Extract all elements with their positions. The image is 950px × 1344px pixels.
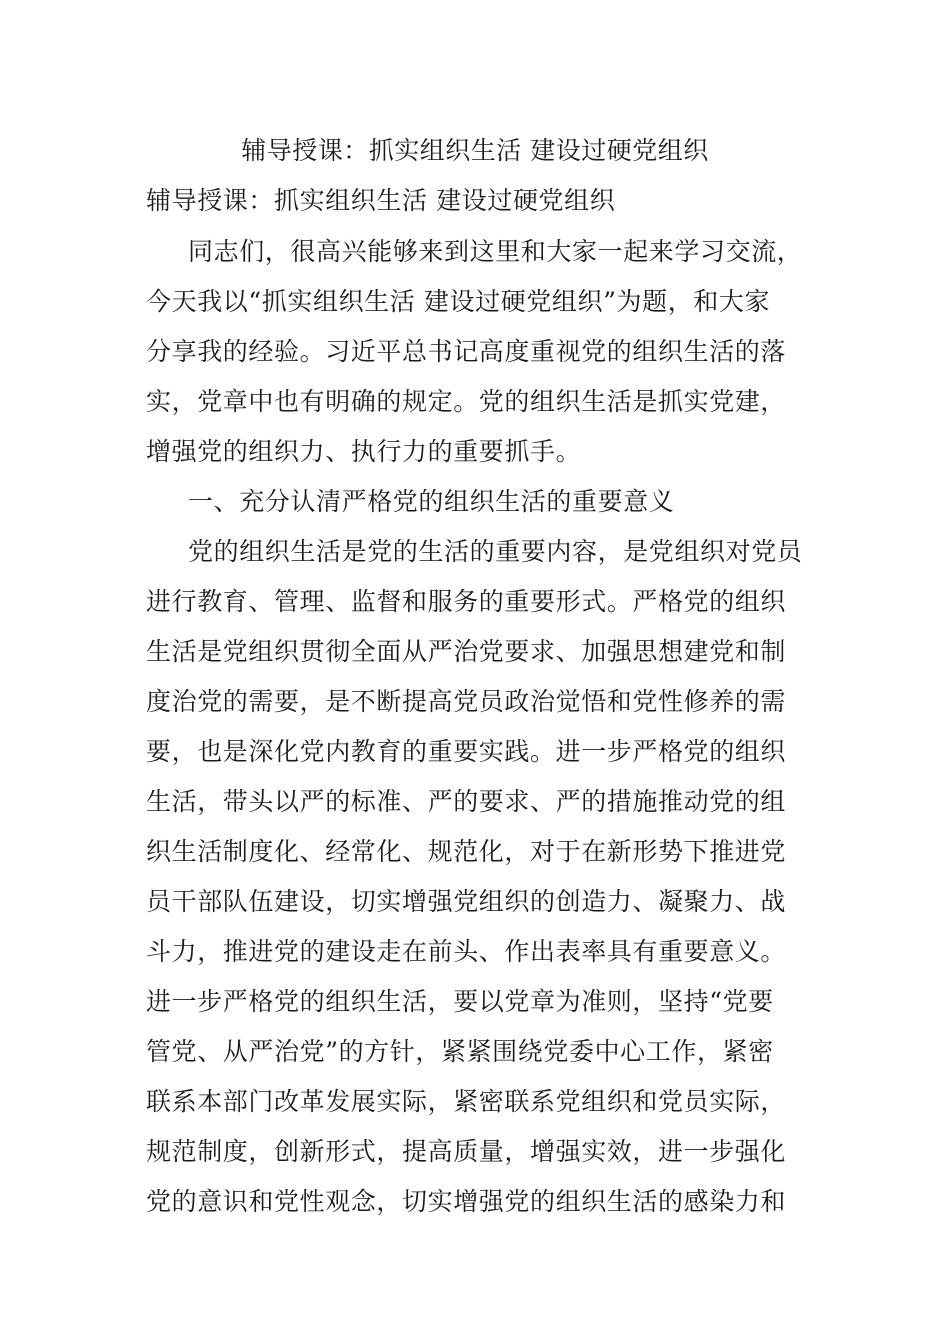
- paragraph-line: 斗力，推进党的建设走在前头、作出表率具有重要意义。: [146, 937, 787, 966]
- paragraph-line: 今天我以“抓实组织生活 建设过硬党组织”为题，和大家: [146, 287, 771, 316]
- document-subtitle: 辅导授课：抓实组织生活 建设过硬党组织: [146, 186, 616, 215]
- document-title: 辅导授课：抓实组织生活 建设过硬党组织: [241, 136, 709, 165]
- paragraph-line: 分享我的经验。习近平总书记高度重视党的组织生活的落: [146, 337, 787, 366]
- paragraph-line: 要，也是深化党内教育的重要实践。进一步严格党的组织: [146, 737, 787, 766]
- paragraph-line: 规范制度，创新形式，提高质量，增强实效，进一步强化: [146, 1137, 787, 1166]
- paragraph-line: 员干部队伍建设，切实增强党组织的创造力、凝聚力、战: [146, 887, 787, 916]
- paragraph-line: 实，党章中也有明确的规定。党的组织生活是抓实党建，: [146, 387, 787, 416]
- paragraph-line: 生活是党组织贯彻全面从严治党要求、加强思想建党和制: [146, 637, 787, 666]
- paragraph-line: 管党、从严治党”的方针，紧紧围绕党委中心工作，紧密: [146, 1037, 774, 1066]
- paragraph-line: 同志们，很高兴能够来到这里和大家一起来学习交流，: [188, 237, 803, 266]
- paragraph-line: 党的组织生活是党的生活的重要内容，是党组织对党员: [188, 537, 803, 566]
- paragraph-line: 织生活制度化、经常化、规范化，对于在新形势下推进党: [146, 837, 787, 866]
- section-heading: 一、充分认清严格党的组织生活的重要意义: [188, 487, 675, 516]
- paragraph-line: 度治党的需要，是不断提高党员政治觉悟和党性修养的需: [146, 687, 787, 716]
- paragraph-line: 联系本部门改革发展实际，紧密联系党组织和党员实际，: [146, 1087, 787, 1116]
- paragraph-line: 党的意识和党性观念，切实增强党的组织生活的感染力和: [146, 1187, 787, 1216]
- paragraph-line: 生活，带头以严的标准、严的要求、严的措施推动党的组: [146, 787, 787, 816]
- paragraph-line: 增强党的组织力、执行力的重要抓手。: [146, 437, 582, 466]
- paragraph-line: 进一步严格党的组织生活，要以党章为准则，坚持“党要: [146, 987, 774, 1016]
- paragraph-line: 进行教育、管理、监督和服务的重要形式。严格党的组织: [146, 587, 787, 616]
